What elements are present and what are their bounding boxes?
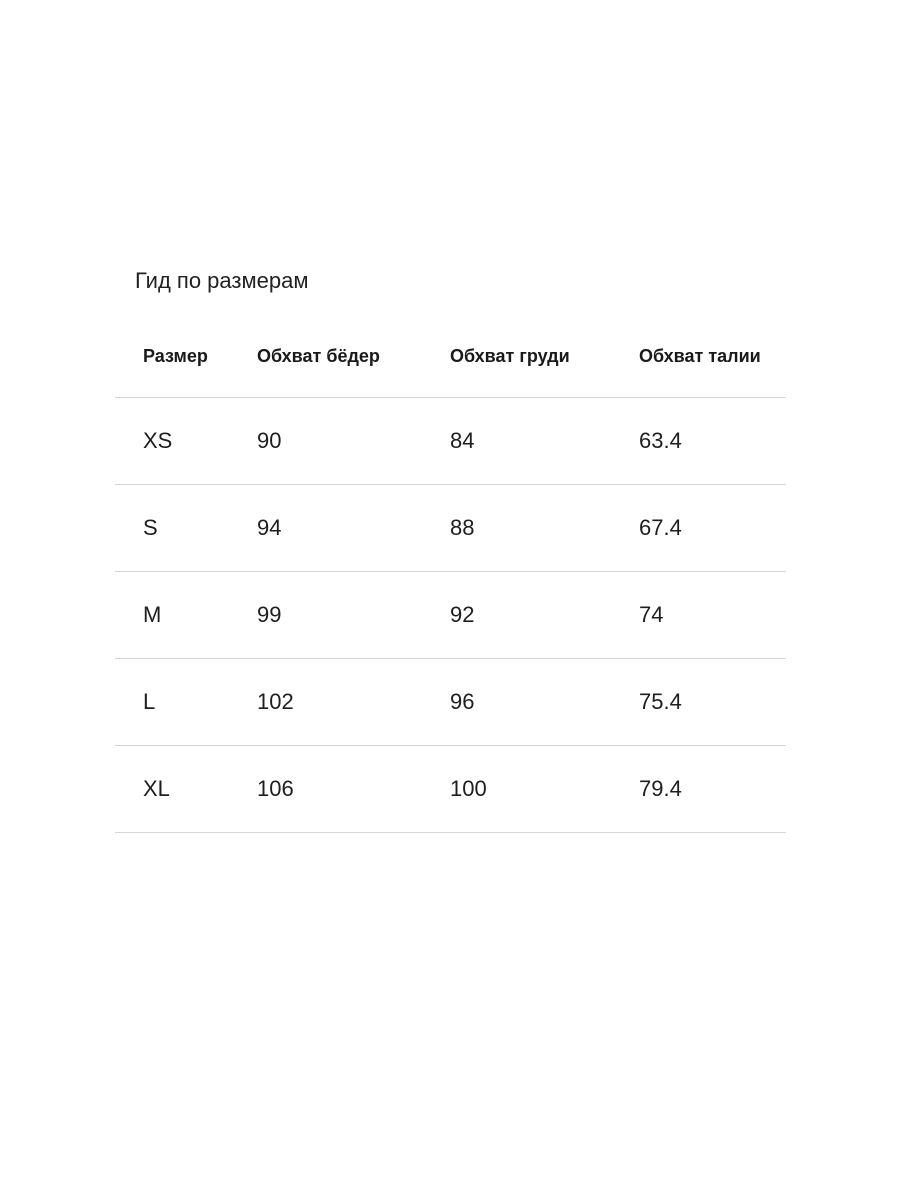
table-row	[115, 659, 786, 746]
cell-waist-girth: 67.4	[639, 515, 682, 540]
cell-waist-girth: 79.4	[639, 776, 682, 801]
header-chest-girth: Обхват груди	[450, 346, 570, 366]
size-guide-table	[115, 330, 786, 833]
cell-chest-girth: 92	[450, 602, 475, 627]
cell-size: XL	[143, 776, 170, 801]
cell-hip-girth: 94	[257, 515, 282, 540]
cell-size: S	[143, 515, 158, 540]
cell-size: L	[143, 689, 156, 714]
cell-size: XS	[143, 428, 173, 453]
table-header-row	[115, 330, 786, 398]
header-hip-girth: Обхват бёдер	[257, 346, 380, 366]
cell-waist-girth: 75.4	[639, 689, 682, 714]
cell-chest-girth: 84	[450, 428, 475, 453]
table-row	[115, 398, 786, 485]
header-size: Размер	[143, 346, 208, 366]
cell-hip-girth: 102	[257, 689, 294, 714]
cell-chest-girth: 100	[450, 776, 487, 801]
cell-size: M	[143, 602, 162, 627]
cell-hip-girth: 99	[257, 602, 282, 627]
cell-waist-girth: 74	[639, 602, 664, 627]
page-title: Гид по размерам	[135, 268, 309, 293]
header-waist-girth: Обхват талии	[639, 346, 761, 366]
cell-chest-girth: 96	[450, 689, 475, 714]
table-row	[115, 746, 786, 833]
cell-chest-girth: 88	[450, 515, 475, 540]
table-row	[115, 485, 786, 572]
table-row	[115, 572, 786, 659]
cell-hip-girth: 106	[257, 776, 294, 801]
cell-waist-girth: 63.4	[639, 428, 682, 453]
cell-hip-girth: 90	[257, 428, 282, 453]
